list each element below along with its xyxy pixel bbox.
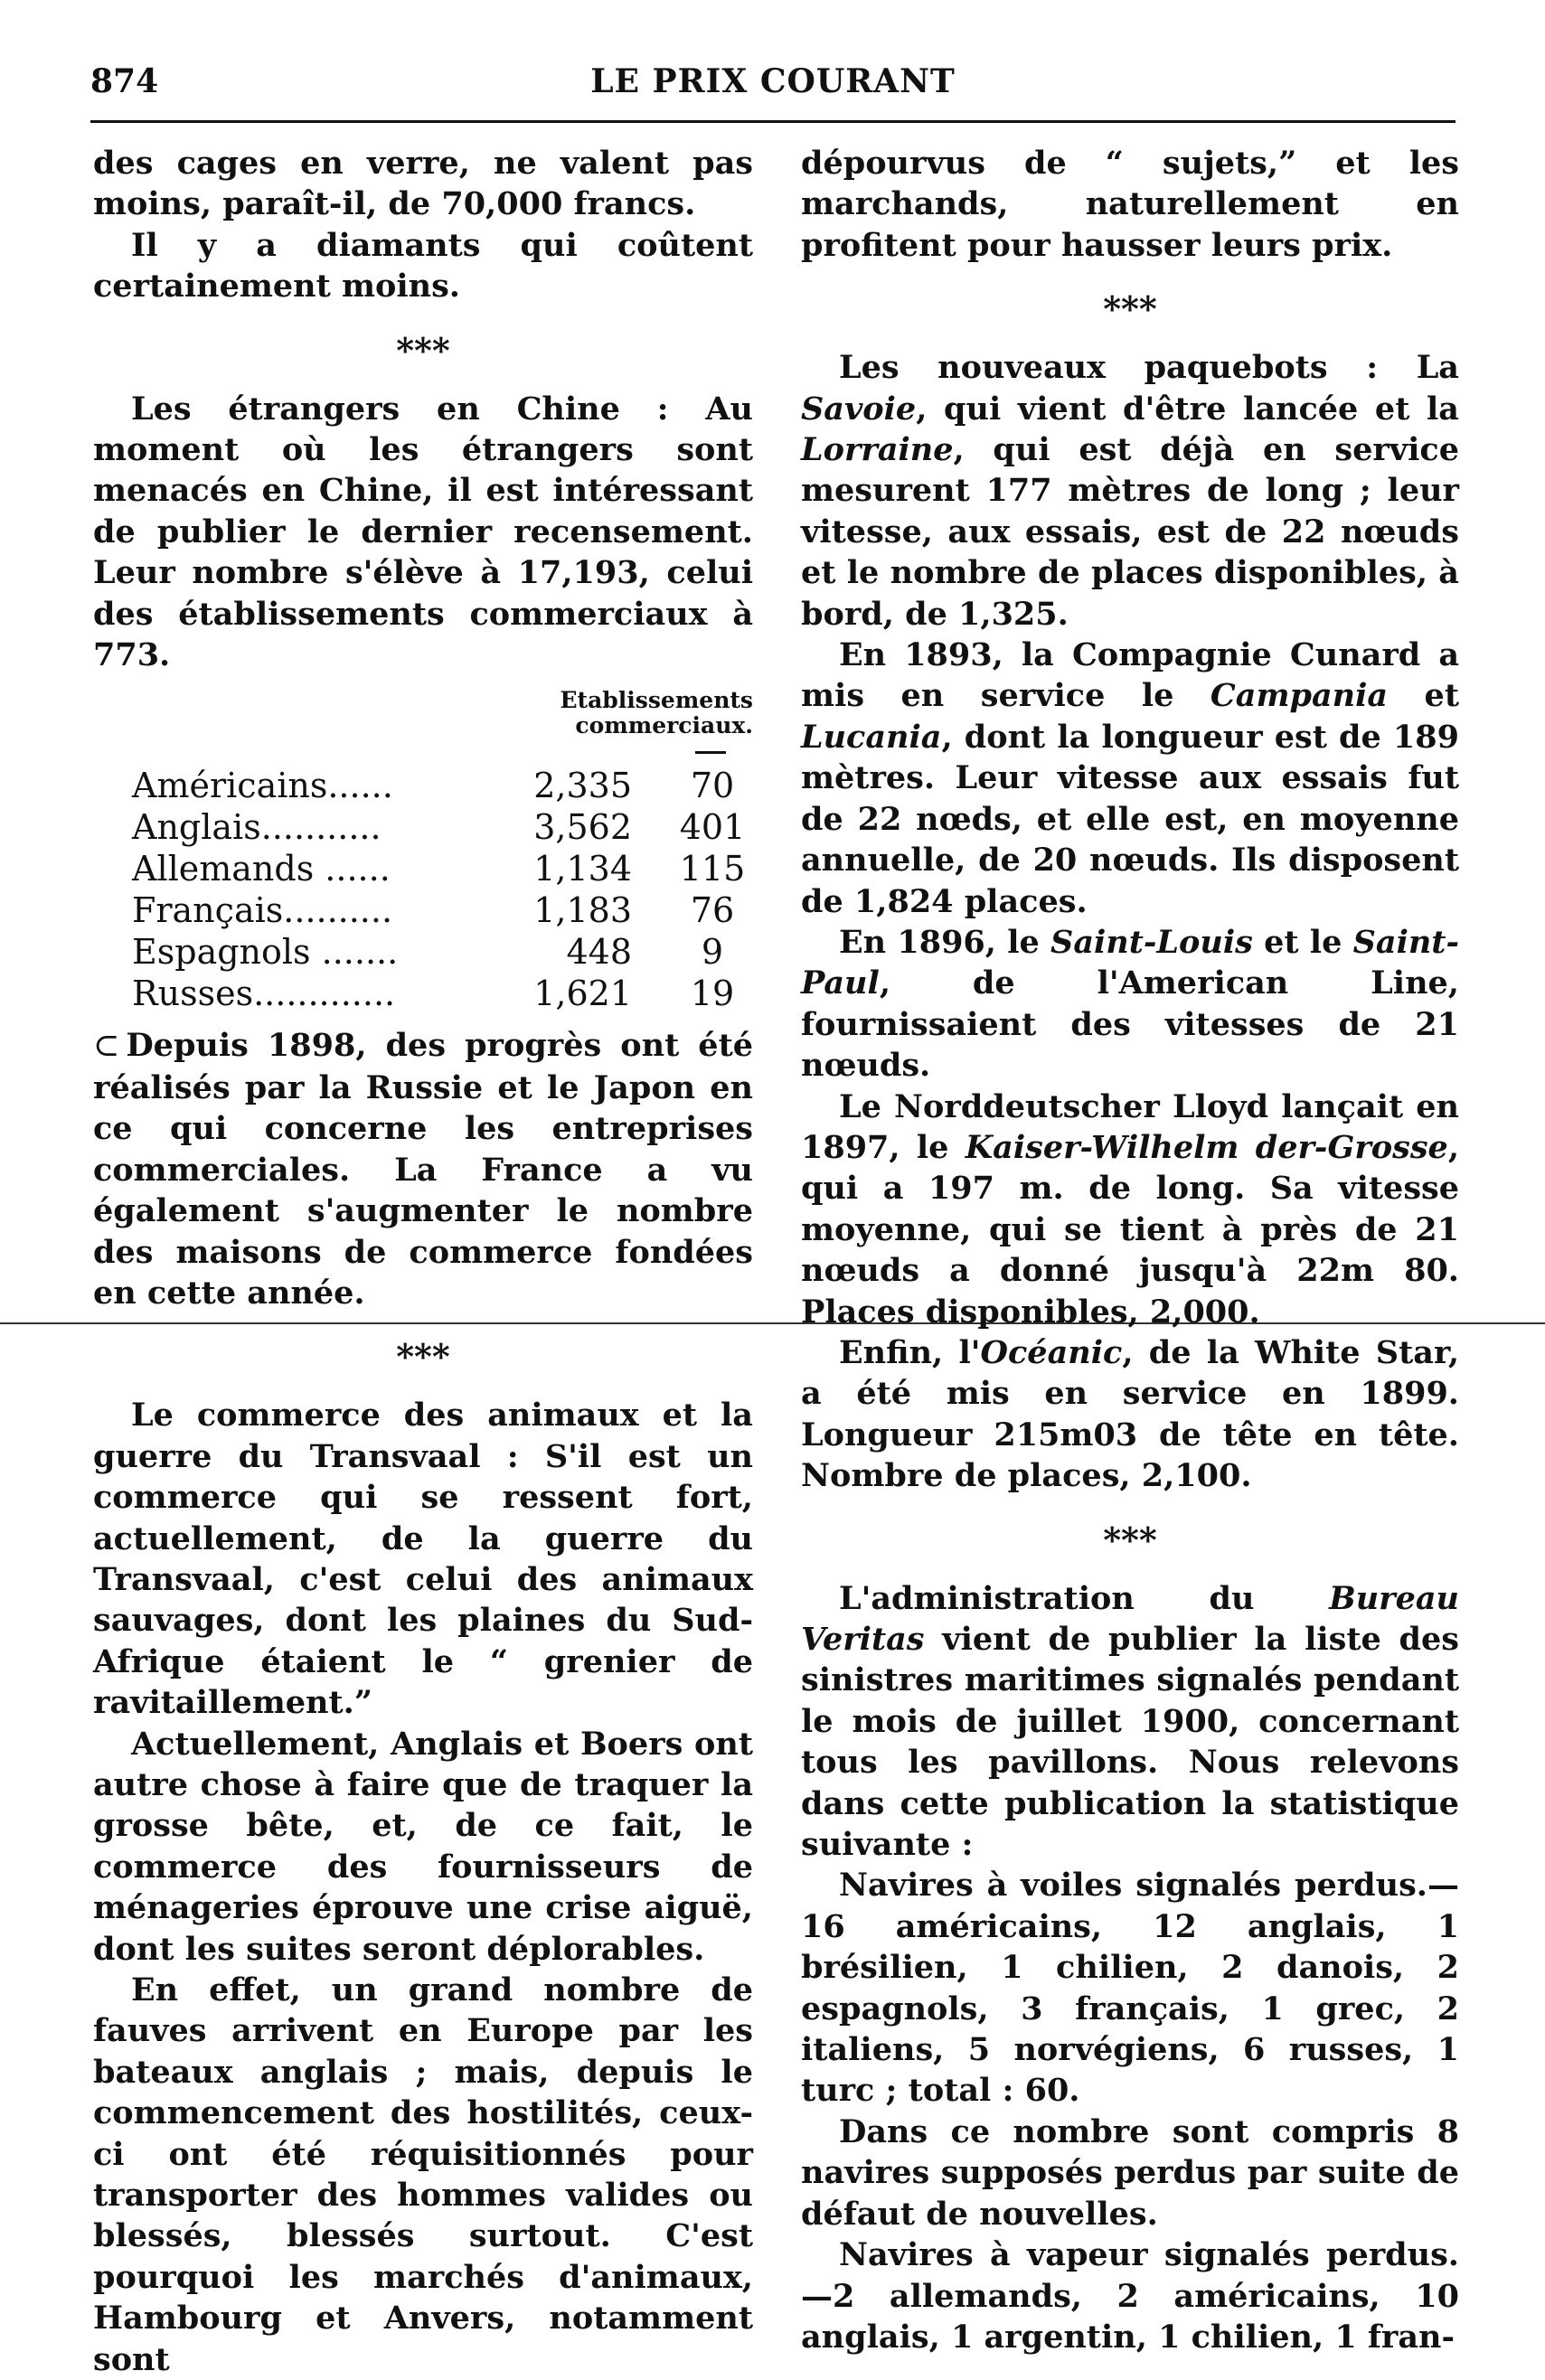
table-header-line: Etablissements bbox=[560, 687, 753, 714]
paragraph-text: Depuis 1898, des progrès ont été réalisés par la Russie et le Japon en ce qui concerne les entreprises commerciales. La France a vu également s'augmenter le nombre des maisons de commerce fondées en cette année. bbox=[93, 1027, 753, 1312]
paragraph bbox=[801, 1578, 1459, 1866]
table-row bbox=[93, 973, 753, 1014]
text: En 1893, la Compagnie Cunard a mis en service le bbox=[801, 636, 1459, 715]
paragraph: Les étrangers en Chine : Au moment où les étrangers sont menacés en Chine, il est intéressant de publier le dernier recensement. Leur nombre s'élève à 17,193, celui des établissements commerciaux à 773. bbox=[93, 390, 753, 674]
paragraph: Actuellement, Anglais et Boers ont autre chose à faire que de traquer la grosse bête, et, de ce fait, le commerce des fournisseurs de ménageries éprouve une crise aiguë, dont les suites seront déplorables. bbox=[93, 1725, 753, 1968]
text: , dont la longueur est de 189 mètres. Leur vitesse aux essais fut de 22 nœds, et elle est, en moyenne annuelle, de 20 nœuds. Ils disposent de 1,824 places. bbox=[801, 718, 1459, 920]
paragraph bbox=[801, 635, 1459, 922]
text: , qui a 197 m. de long. Sa vitesse moyenne, qui se tient à près de 21 nœuds a donné jusqu'à 22m 80. Places disponibles, 2,000. bbox=[801, 1128, 1459, 1331]
table-cell-establishments: 115 bbox=[679, 849, 746, 889]
table-cell-population: 1,134 bbox=[533, 849, 632, 889]
table-cell-establishments: 9 bbox=[701, 932, 724, 973]
ship-name: Savoie bbox=[801, 390, 917, 428]
table-cell-population: 448 bbox=[566, 932, 632, 973]
ship-name: Saint-Paul bbox=[801, 923, 1459, 1002]
ship-name: Océanic bbox=[980, 1333, 1123, 1371]
text: , de la White Star, a été mis en service en 1899. Longueur 215m03 de tête en tête. Nombre de places, 2,100. bbox=[801, 1333, 1459, 1495]
paragraph: des cages en verre, ne valent pas moins, paraît-il, de 70,000 francs. bbox=[93, 145, 753, 223]
right-column bbox=[801, 143, 1459, 2357]
header-rule bbox=[90, 120, 1456, 123]
text: Le Norddeutscher Lloyd lançait en 1897, le bbox=[801, 1087, 1459, 1166]
text: Les nouveaux paquebots : La bbox=[839, 349, 1459, 387]
table-header-line: commerciaux. bbox=[575, 712, 753, 739]
table-row bbox=[93, 806, 753, 848]
table-cell-nationality: Russes............. bbox=[132, 974, 396, 1014]
page-number: 874 bbox=[90, 62, 159, 100]
paragraph: Navires à voiles signalés perdus.— 16 américains, 12 anglais, 1 brésilien, 1 chilien, 2 danois, 2 espagnols, 3 français, 1 grec, 2 italiens, 5 norvégiens, 6 russes, 1 turc ; total : 60. bbox=[801, 1867, 1459, 2110]
paragraph: Il y a diamants qui coûtent certainement moins. bbox=[93, 226, 753, 306]
table-cell-establishments: 19 bbox=[690, 974, 735, 1014]
table-cell-establishments: 76 bbox=[690, 890, 735, 931]
section-separator: *** bbox=[396, 329, 450, 371]
table-cell-population: 1,183 bbox=[533, 890, 632, 931]
paragraph bbox=[801, 1087, 1459, 1332]
bullet-icon: ⊂ bbox=[93, 1028, 127, 1065]
paragraph: Le commerce des animaux et la guerre du Transvaal : S'il est un commerce qui se ressent fort, actuellement, de la guerre du Transvaal, c'est celui des animaux sauvages, dont les plaines du Sud-Afrique étaient le “ grenier de ravitaillement.” bbox=[93, 1397, 753, 1722]
paragraph: dépourvus de “ sujets,” et les marchands, naturellement en profitent pour hausser leurs prix. bbox=[801, 145, 1459, 264]
journal-title: LE PRIX COURANT bbox=[590, 62, 956, 100]
text: , de l'American Line, fournissaient des vitesses de 21 nœuds. bbox=[801, 964, 1459, 1085]
text: , qui vient d'être lancée et la bbox=[916, 390, 1459, 428]
paragraph: Dans ce nombre sont compris 8 navires supposés perdus par suite de défaut de nouvelles. bbox=[801, 2112, 1459, 2233]
paragraph bbox=[93, 1025, 753, 1313]
table-cell-population: 3,562 bbox=[533, 807, 632, 848]
paragraph bbox=[801, 922, 1459, 1087]
text: En 1896, le bbox=[839, 923, 1051, 961]
table-row bbox=[93, 889, 753, 931]
paragraph bbox=[801, 1332, 1459, 1497]
table-cell-establishments: 401 bbox=[679, 807, 746, 848]
census-table bbox=[93, 765, 753, 1014]
section-separator: *** bbox=[1103, 1519, 1157, 1560]
section-separator: *** bbox=[1103, 288, 1157, 330]
page-header bbox=[90, 56, 1456, 107]
ship-name: Lorraine bbox=[801, 431, 954, 469]
table-cell-nationality: Français.......... bbox=[132, 890, 393, 931]
text: L'administration du bbox=[839, 1579, 1330, 1617]
text: et bbox=[1388, 677, 1459, 715]
table-row bbox=[93, 848, 753, 889]
table-cell-population: 1,621 bbox=[533, 974, 632, 1014]
table-cell-nationality: Anglais........... bbox=[132, 807, 382, 848]
table-header bbox=[93, 688, 753, 738]
table-row bbox=[93, 931, 753, 973]
paragraph: Navires à vapeur signalés perdus. —2 allemands, 2 américains, 10 anglais, 1 argentin, 1 chilien, 1 fran- bbox=[801, 2236, 1459, 2356]
paragraph bbox=[801, 347, 1459, 635]
table-cell-establishments: 70 bbox=[690, 766, 735, 806]
ship-name: Saint-Louis bbox=[1050, 923, 1253, 961]
table-cell-nationality: Allemands ...... bbox=[132, 849, 391, 889]
table-cell-nationality: Espagnols ....... bbox=[132, 932, 399, 973]
table-row bbox=[93, 765, 753, 806]
organization-name: Bureau Veritas bbox=[801, 1579, 1459, 1658]
text: et le bbox=[1252, 923, 1353, 961]
text: Enfin, l' bbox=[839, 1333, 981, 1371]
text: vient de publier la liste des sinistres maritimes signalés pendant le mois de juillet 1900, concernant tous les pavillons. Nous relevons dans cette publication la statistique suivante : bbox=[801, 1621, 1459, 1864]
section-separator: *** bbox=[396, 1336, 450, 1378]
table-cell-nationality: Américains...... bbox=[132, 766, 393, 806]
ship-name: Lucania bbox=[801, 718, 942, 756]
paragraph: En effet, un grand nombre de fauves arrivent en Europe par les bateaux anglais ; mais, depuis le commencement des hostilités, ceux-ci ont été réquisitionnés pour transporter des hommes valides ou blessés, blessés surtout. C'est pourquoi les marchés d'animaux, Hambourg et Anvers, notamment sont bbox=[93, 1971, 753, 2378]
ship-name: Kaiser-Wilhelm der-Grosse bbox=[965, 1128, 1448, 1166]
left-column bbox=[93, 143, 753, 2380]
table-header-dash bbox=[695, 751, 726, 754]
table-cell-population: 2,335 bbox=[533, 766, 632, 806]
ship-name: Campania bbox=[1210, 677, 1389, 715]
text: , qui est déjà en service mesurent 177 mètres de long ; leur vitesse, aux essais, est de 22 nœuds et le nombre de places disponibles, à bord, de 1,325. bbox=[801, 431, 1459, 633]
